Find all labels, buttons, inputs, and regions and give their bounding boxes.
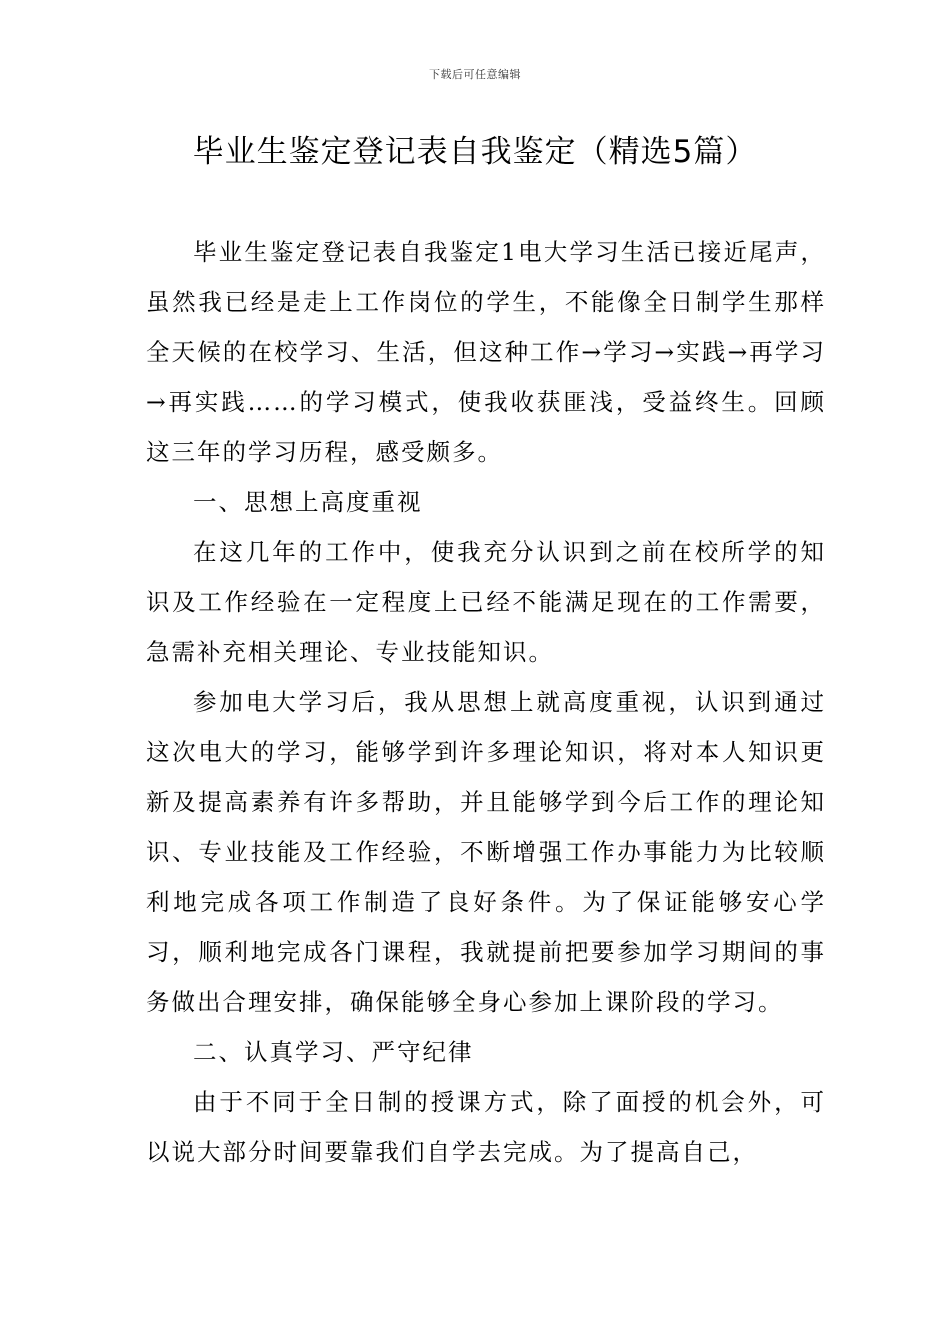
paragraph-section-1b: 参加电大学习后，我从思想上就高度重视，认识到通过这次电大的学习，能够学到许多理论知识，将对本人知识更新及提高素养有许多帮助，并且能够学到今后工作的理论知识、专业技能及工作经验，不断增强工作办事能力为比较顺利地完成各项工作制造了良好条件。为了保证能够安心学习，顺利地完成各门课程，我就提前把要参加学习期间的事务做出合理安排，确保能够全身心参加上课阶段的学习。 [146, 688, 826, 1016]
document-body [146, 227, 826, 1177]
paragraph-section-1a: 在这几年的工作中，使我充分认识到之前在校所学的知识及工作经验在一定程度上已经不能满足现在的工作需要，急需补充相关理论、专业技能知识。 [146, 538, 826, 666]
section-heading-1: 一、思想上高度重视 [193, 488, 423, 516]
section-heading-2: 二、认真学习、严守纪律 [193, 1038, 474, 1066]
paragraph-intro: 毕业生鉴定登记表自我鉴定1电大学习生活已接近尾声，虽然我已经是走上工作岗位的学生，不能像全日制学生那样全天候的在校学习、生活，但这种工作→学习→实践→再学习→再实践……的学习模式，使我收获匪浅，受益终生。回顾这三年的学习历程，感受颇多。 [146, 238, 826, 466]
document-title: 毕业生鉴定登记表自我鉴定（精选5篇） [192, 134, 758, 170]
paragraph-section-2a: 由于不同于全日制的授课方式，除了面授的机会外，可以说大部分时间要靠我们自学去完成。为了提高自己， [146, 1088, 826, 1166]
header-note: 下载后可任意编辑 [429, 68, 521, 81]
